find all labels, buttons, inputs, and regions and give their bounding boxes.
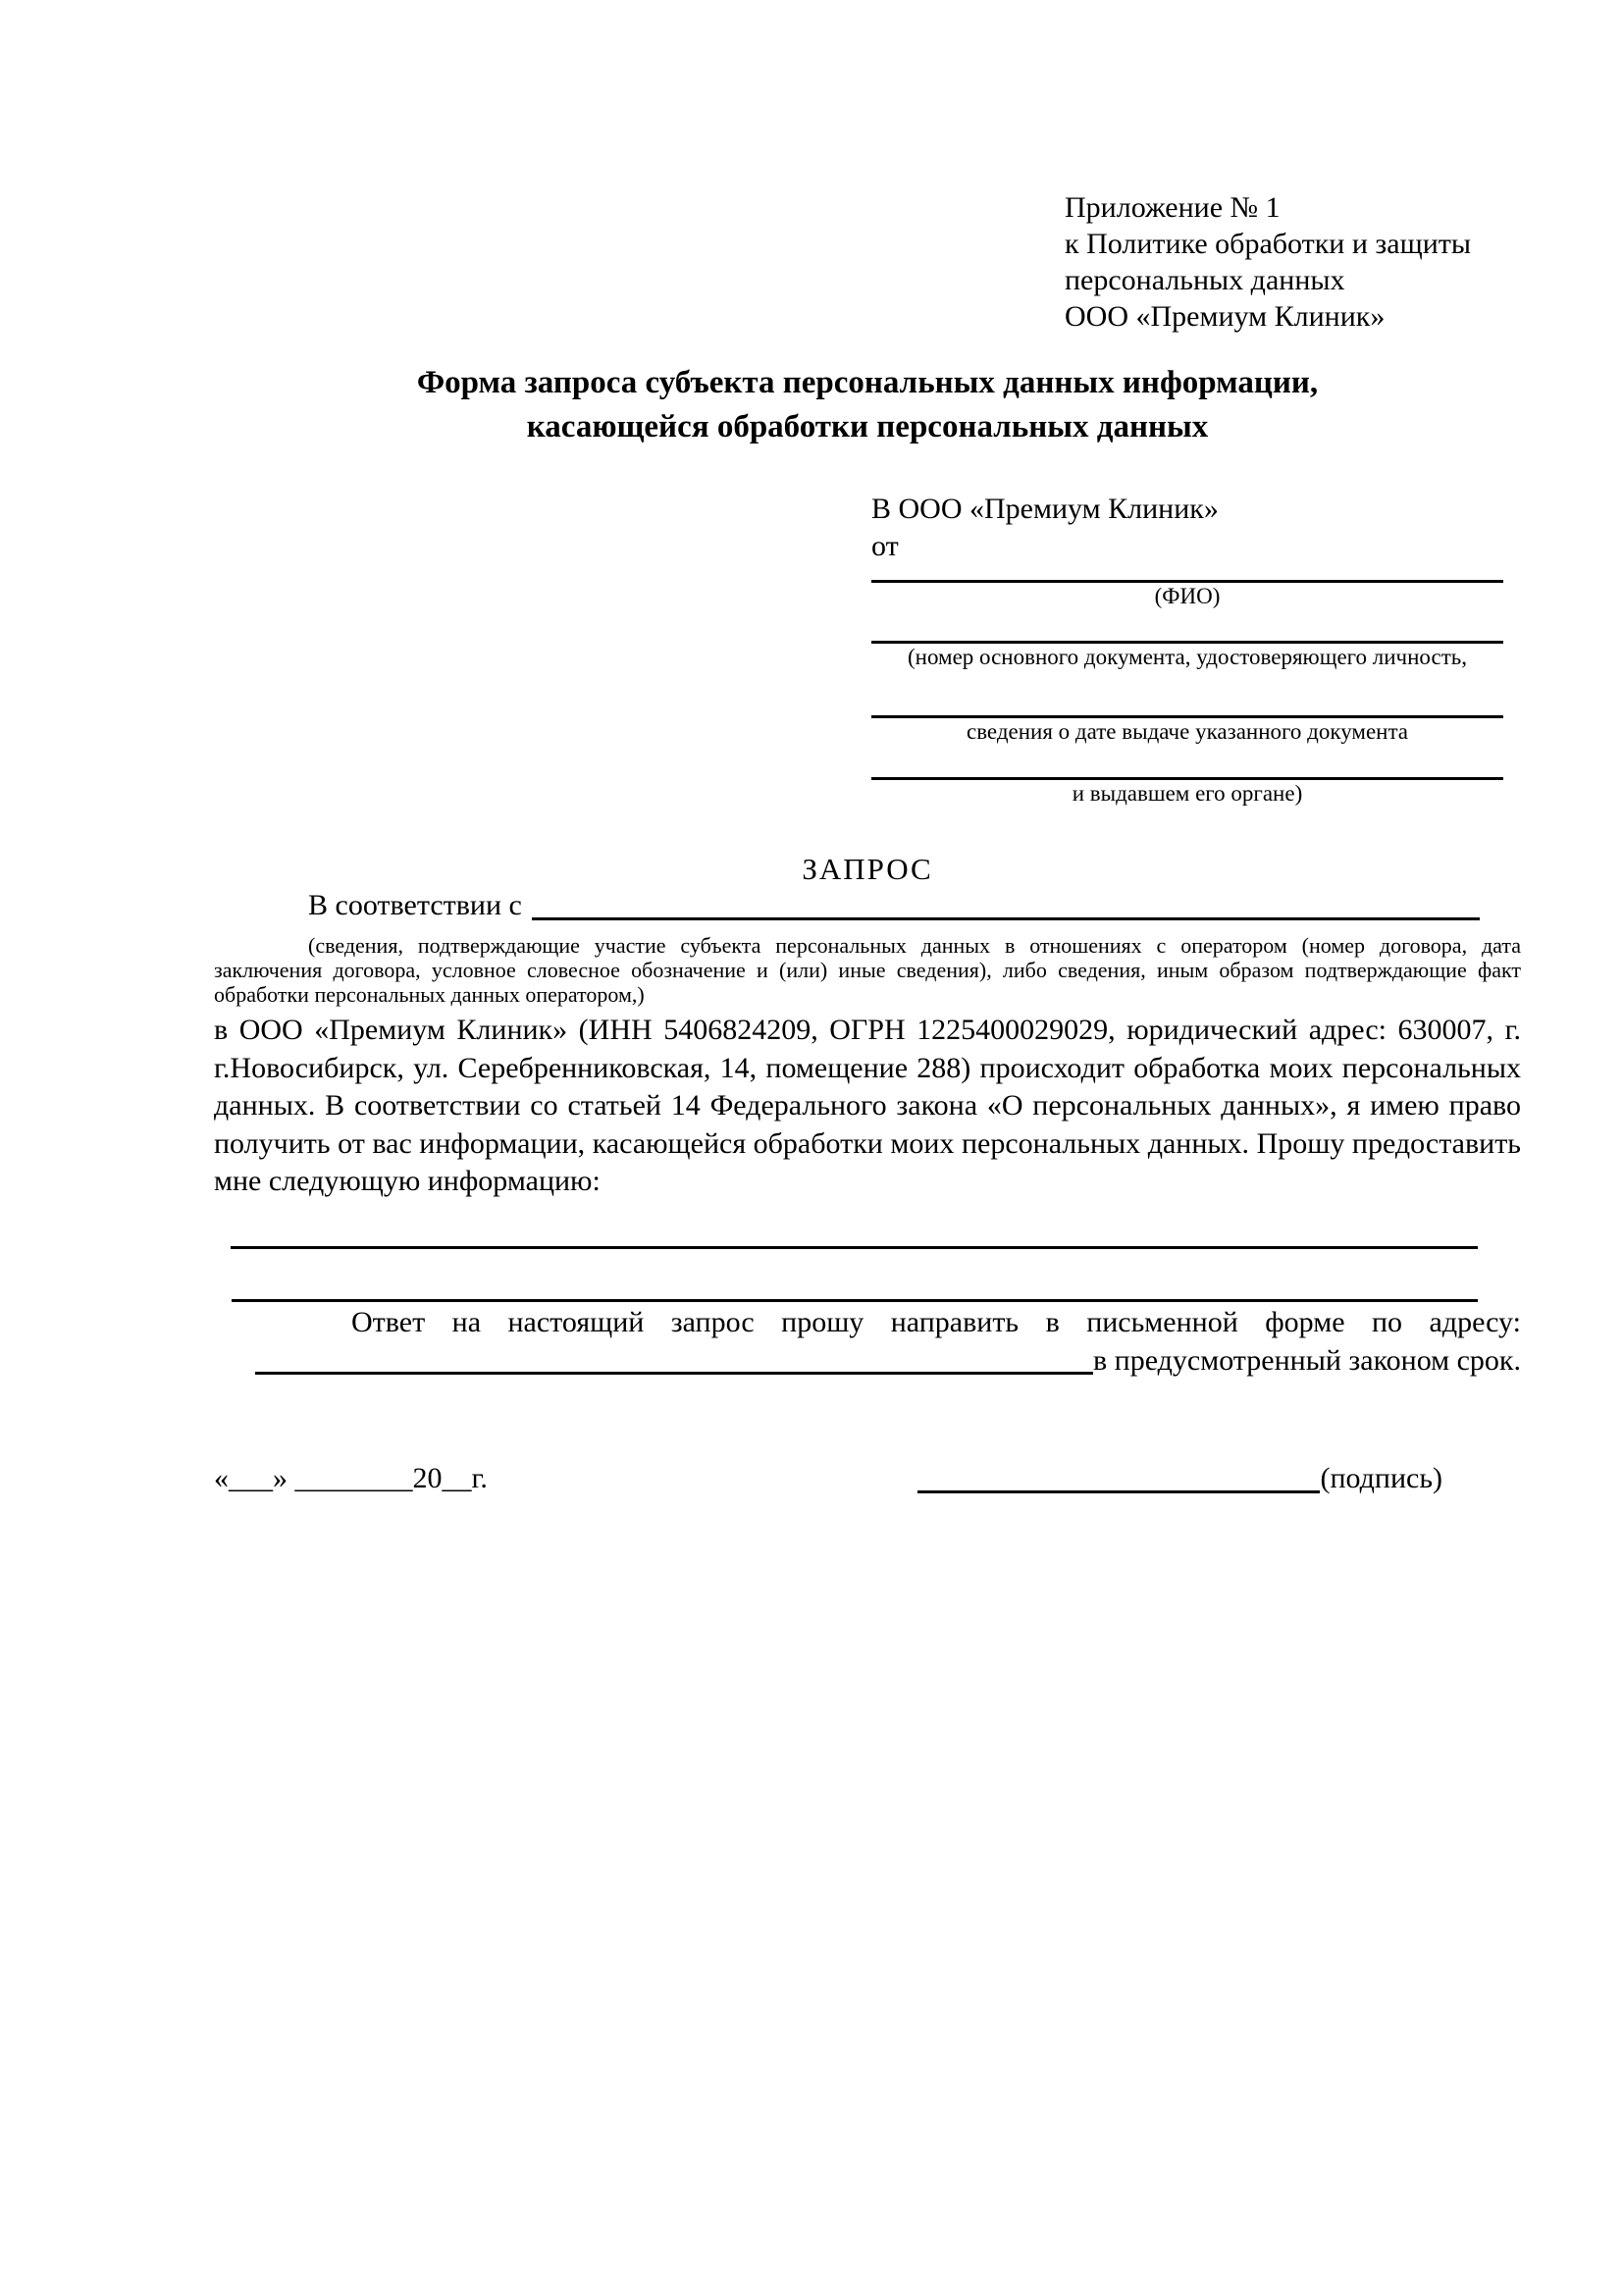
answer-address-line	[214, 1342, 1521, 1381]
signature-caption: (подпись)	[1320, 1462, 1442, 1494]
addressee-block	[871, 491, 1503, 808]
appendix-line: ООО «Премиум Клиник»	[1065, 300, 1386, 333]
appendix-reference	[1065, 189, 1471, 335]
date-signature-row	[214, 1459, 1521, 1498]
document-title	[214, 361, 1521, 449]
request-heading: ЗАПРОС	[802, 852, 933, 886]
accordance-caption: (сведения, подтверждающие участие субъекта персональных данных в отношениях с оператором (номер договора, дата заключения договора, условное словесное обозначение и (или) иные сведения), либо сведения, иным образом подтверждающие факт обработки персональных данных оператором,)	[214, 933, 1521, 1007]
document-number-caption: (номер основного документа, удостоверяющего личность,	[907, 645, 1467, 669]
document-title-line: касающейся обработки персональных данных	[526, 409, 1209, 444]
answer-suffix: в предусмотренный законом срок.	[1093, 1343, 1521, 1377]
answer-text: Ответ на настоящий запрос прошу направить в письменной форме по адресу:	[351, 1306, 1521, 1338]
addressee-to: В ООО «Премиум Клиник»	[871, 493, 1219, 525]
appendix-line: Приложение № 1	[1065, 191, 1281, 224]
answer-paragraph	[214, 1304, 1521, 1380]
information-blank-line	[231, 1202, 1478, 1249]
fio-caption: (ФИО)	[1154, 584, 1221, 608]
date-blank: «___» ________20__г.	[214, 1462, 488, 1494]
accordance-line	[308, 886, 1480, 925]
signature-blank-line	[917, 1490, 1320, 1493]
issuing-authority-caption: и выдавшем его органе)	[1072, 781, 1303, 806]
address-blank-line	[255, 1372, 1093, 1375]
appendix-line: к Политике обработки и защиты	[1065, 228, 1472, 260]
accordance-blank-line	[532, 917, 1480, 920]
accordance-prefix: В соответствии с	[308, 889, 522, 921]
document-title-line: Форма запроса субъекта персональных данных информации,	[416, 365, 1319, 400]
information-blank-line	[232, 1249, 1478, 1302]
addressee-from-label: от	[871, 530, 899, 562]
issuing-authority-blank-line	[871, 746, 1503, 780]
request-body-paragraph: в ООО «Премиум Клиник» (ИНН 5406824209, ОГРН 1225400029029, юридический адрес: 630007, г. г.Новосибирск, ул. Серебренниковская, 14, помещение 288) происходит обработка моих персональных данных. В соответствии со статьей 14 Федерального закона «О персональных данных», я имею право получить от вас информации, касающейся обработки моих персональных данных. Прошу предоставить мне следующую информацию:	[214, 1014, 1521, 1197]
fio-blank-line	[871, 565, 1503, 583]
issue-date-blank-line	[871, 671, 1503, 718]
appendix-line: персональных данных	[1065, 264, 1345, 296]
document-number-blank-line	[871, 610, 1503, 644]
issue-date-caption: сведения о дате выдаче указанного документа	[966, 719, 1409, 744]
